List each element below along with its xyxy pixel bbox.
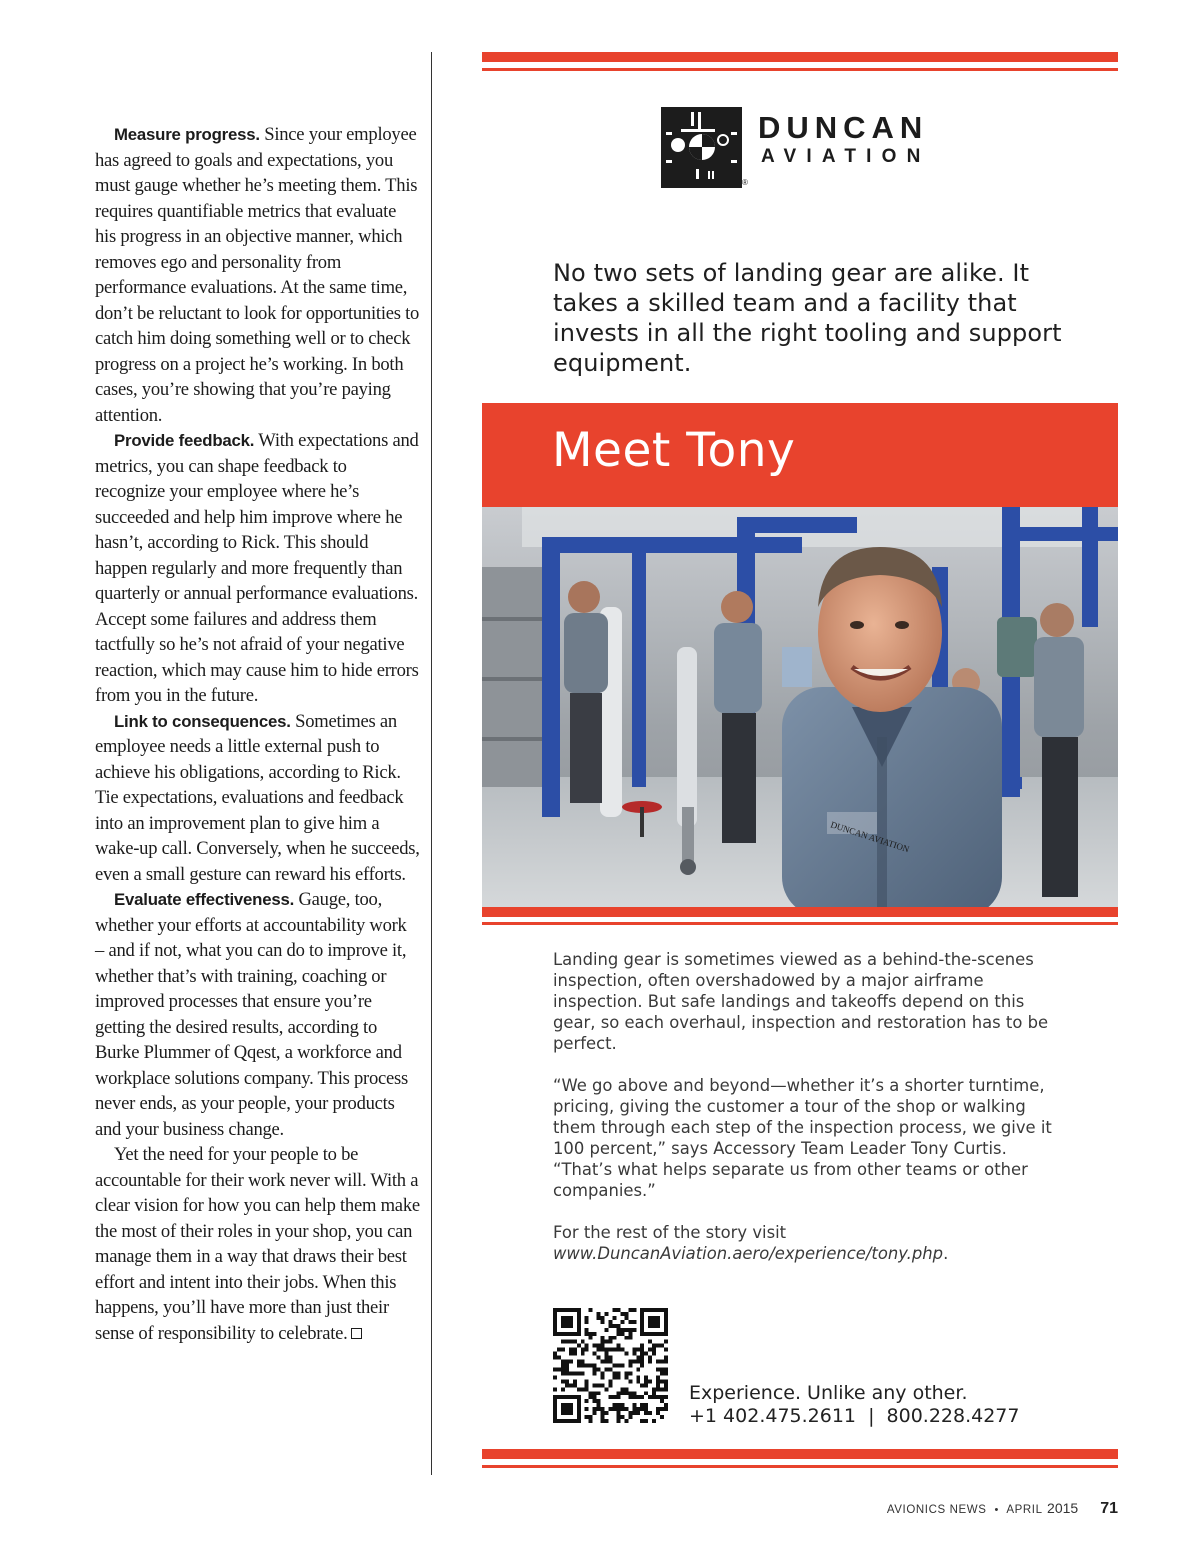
ad-headline: No two sets of landing gear are alike. It takes a skilled team and a facility that invests in all the right tooling and support equipment. (553, 259, 1062, 377)
paragraph-text: Sometimes an employee needs a little external push to achieve his obligations, according to Rick. Tie expectations, evaluations and feedback into an improvement plan to give him a wake-up call. Conversely, when he succeeds, even a small gesture can reward his efforts. (95, 710, 420, 885)
article-paragraph (95, 709, 420, 888)
page-number: 71 (1100, 1500, 1118, 1517)
story-prefix: For the rest of the story visit (553, 1223, 787, 1242)
article-paragraph (95, 887, 420, 1142)
column-divider (431, 52, 432, 1475)
meet-banner (482, 403, 1118, 507)
paragraph-lead: Provide feedback. (114, 431, 255, 450)
top-stripe-thick (482, 52, 1118, 62)
ad-body-paragraph: “We go above and beyond—whether it’s a shorter turntime, pricing, giving the customer a tour of the shop or walking them through each step of the inspection process, we give it 100 percent,” says Accessory Team Leader Tony Curtis. “That’s what helps separate us from other teams or other companies.” (553, 1076, 1052, 1200)
mid-stripe-thick (482, 907, 1118, 917)
article-column (95, 122, 420, 1346)
paragraph-text: Yet the need for your people to be accountable for their work never will. With a clear vision for how you can help them make the most of their roles in your shop, you can manage them in a way that draws their best effort and intent into their jobs. When this happens, you’ll have more than just their sense of responsibility to celebrate. (95, 1144, 420, 1344)
shirt-logo-text: DUNCAN AVIATION (829, 819, 911, 855)
paragraph-text: Gauge, too, whether your efforts at accountability work – and if not, what you can do to improve it, whether that’s with training, coaching or improved processes that ensure you’re getting the desired results, according to Burke Plummer of Qqest, a workforce and workplace solutions company. This process never ends, as your people, your products and your business change. (95, 889, 409, 1140)
brand-name-line-2: AVIATION (761, 146, 931, 167)
bottom-stripe-thick (482, 1449, 1118, 1459)
top-stripe-thin (482, 68, 1118, 71)
bottom-stripe-thin (482, 1465, 1118, 1468)
article-paragraph (95, 428, 420, 709)
phone-number-1[interactable]: +1 402.475.2611 (689, 1405, 857, 1427)
phone-number-2[interactable]: 800.228.4277 (886, 1405, 1020, 1427)
brand-name-line-1: DUNCAN (758, 110, 929, 145)
paragraph-lead: Evaluate effectiveness. (114, 890, 295, 909)
contact-block (689, 1382, 1019, 1428)
story-link-paragraph (553, 1222, 1053, 1264)
registered-mark: ® (742, 178, 748, 187)
issue-year: 2015 (1047, 1500, 1079, 1516)
banner-title: Meet Tony (552, 423, 796, 478)
story-url-link[interactable]: www.DuncanAviation.aero/experience/tony.php (553, 1244, 944, 1263)
story-suffix: . (943, 1244, 949, 1263)
phone-separator: | (868, 1405, 875, 1427)
paragraph-lead: Link to consequences. (114, 711, 291, 731)
ad-body-copy (553, 949, 1053, 1285)
folio-separator: • (994, 1504, 999, 1516)
page-folio (887, 1500, 1118, 1518)
paragraph-text: Since your employee has agreed to goals and expectations, you must gauge whether he’s meeting them. This requires quantifiable metrics that evaluate his progress in an objective manner, which removes ego and personality from performance evaluations. At the same time, don’t be reluctant to look for opportunities to catch him doing something well or to check progress on a project he’s working. In both cases, you’re showing that you’re paying attention. (95, 124, 420, 426)
mid-stripe-thin (482, 922, 1118, 925)
duncan-aviation-logo-icon (661, 107, 742, 188)
paragraph-lead: Measure progress. (114, 125, 260, 144)
tagline: Experience. Unlike any other. (689, 1382, 968, 1404)
publication-name: AVIONICS NEWS (886, 1504, 987, 1516)
phone-line (689, 1405, 1019, 1428)
article-paragraph (95, 122, 420, 428)
issue-month: APRIL (1006, 1504, 1043, 1516)
paragraph-text: With expectations and metrics, you can shape feedback to recognize your employee where he’s succeeded and help him improve where he hasn’t, according to Rick. This should happen regularly and more frequently than quarterly or annual performance evaluations. Accept some failures and address them tactfully so he’s not afraid of your negative reaction, which may cause him to hide errors from you in the future. (95, 430, 419, 706)
end-mark-icon (351, 1328, 362, 1339)
ad-body-paragraph: Landing gear is sometimes viewed as a behind-the-scenes inspection, often overshadowed by a major airframe inspection. But safe landings and takeoffs depend on this gear, so each overhaul, inspection and restoration has to be perfect. (553, 950, 1049, 1053)
tony-workshop-photo (482, 507, 1118, 907)
article-paragraph (95, 1142, 420, 1346)
qr-code-icon[interactable] (553, 1308, 668, 1423)
